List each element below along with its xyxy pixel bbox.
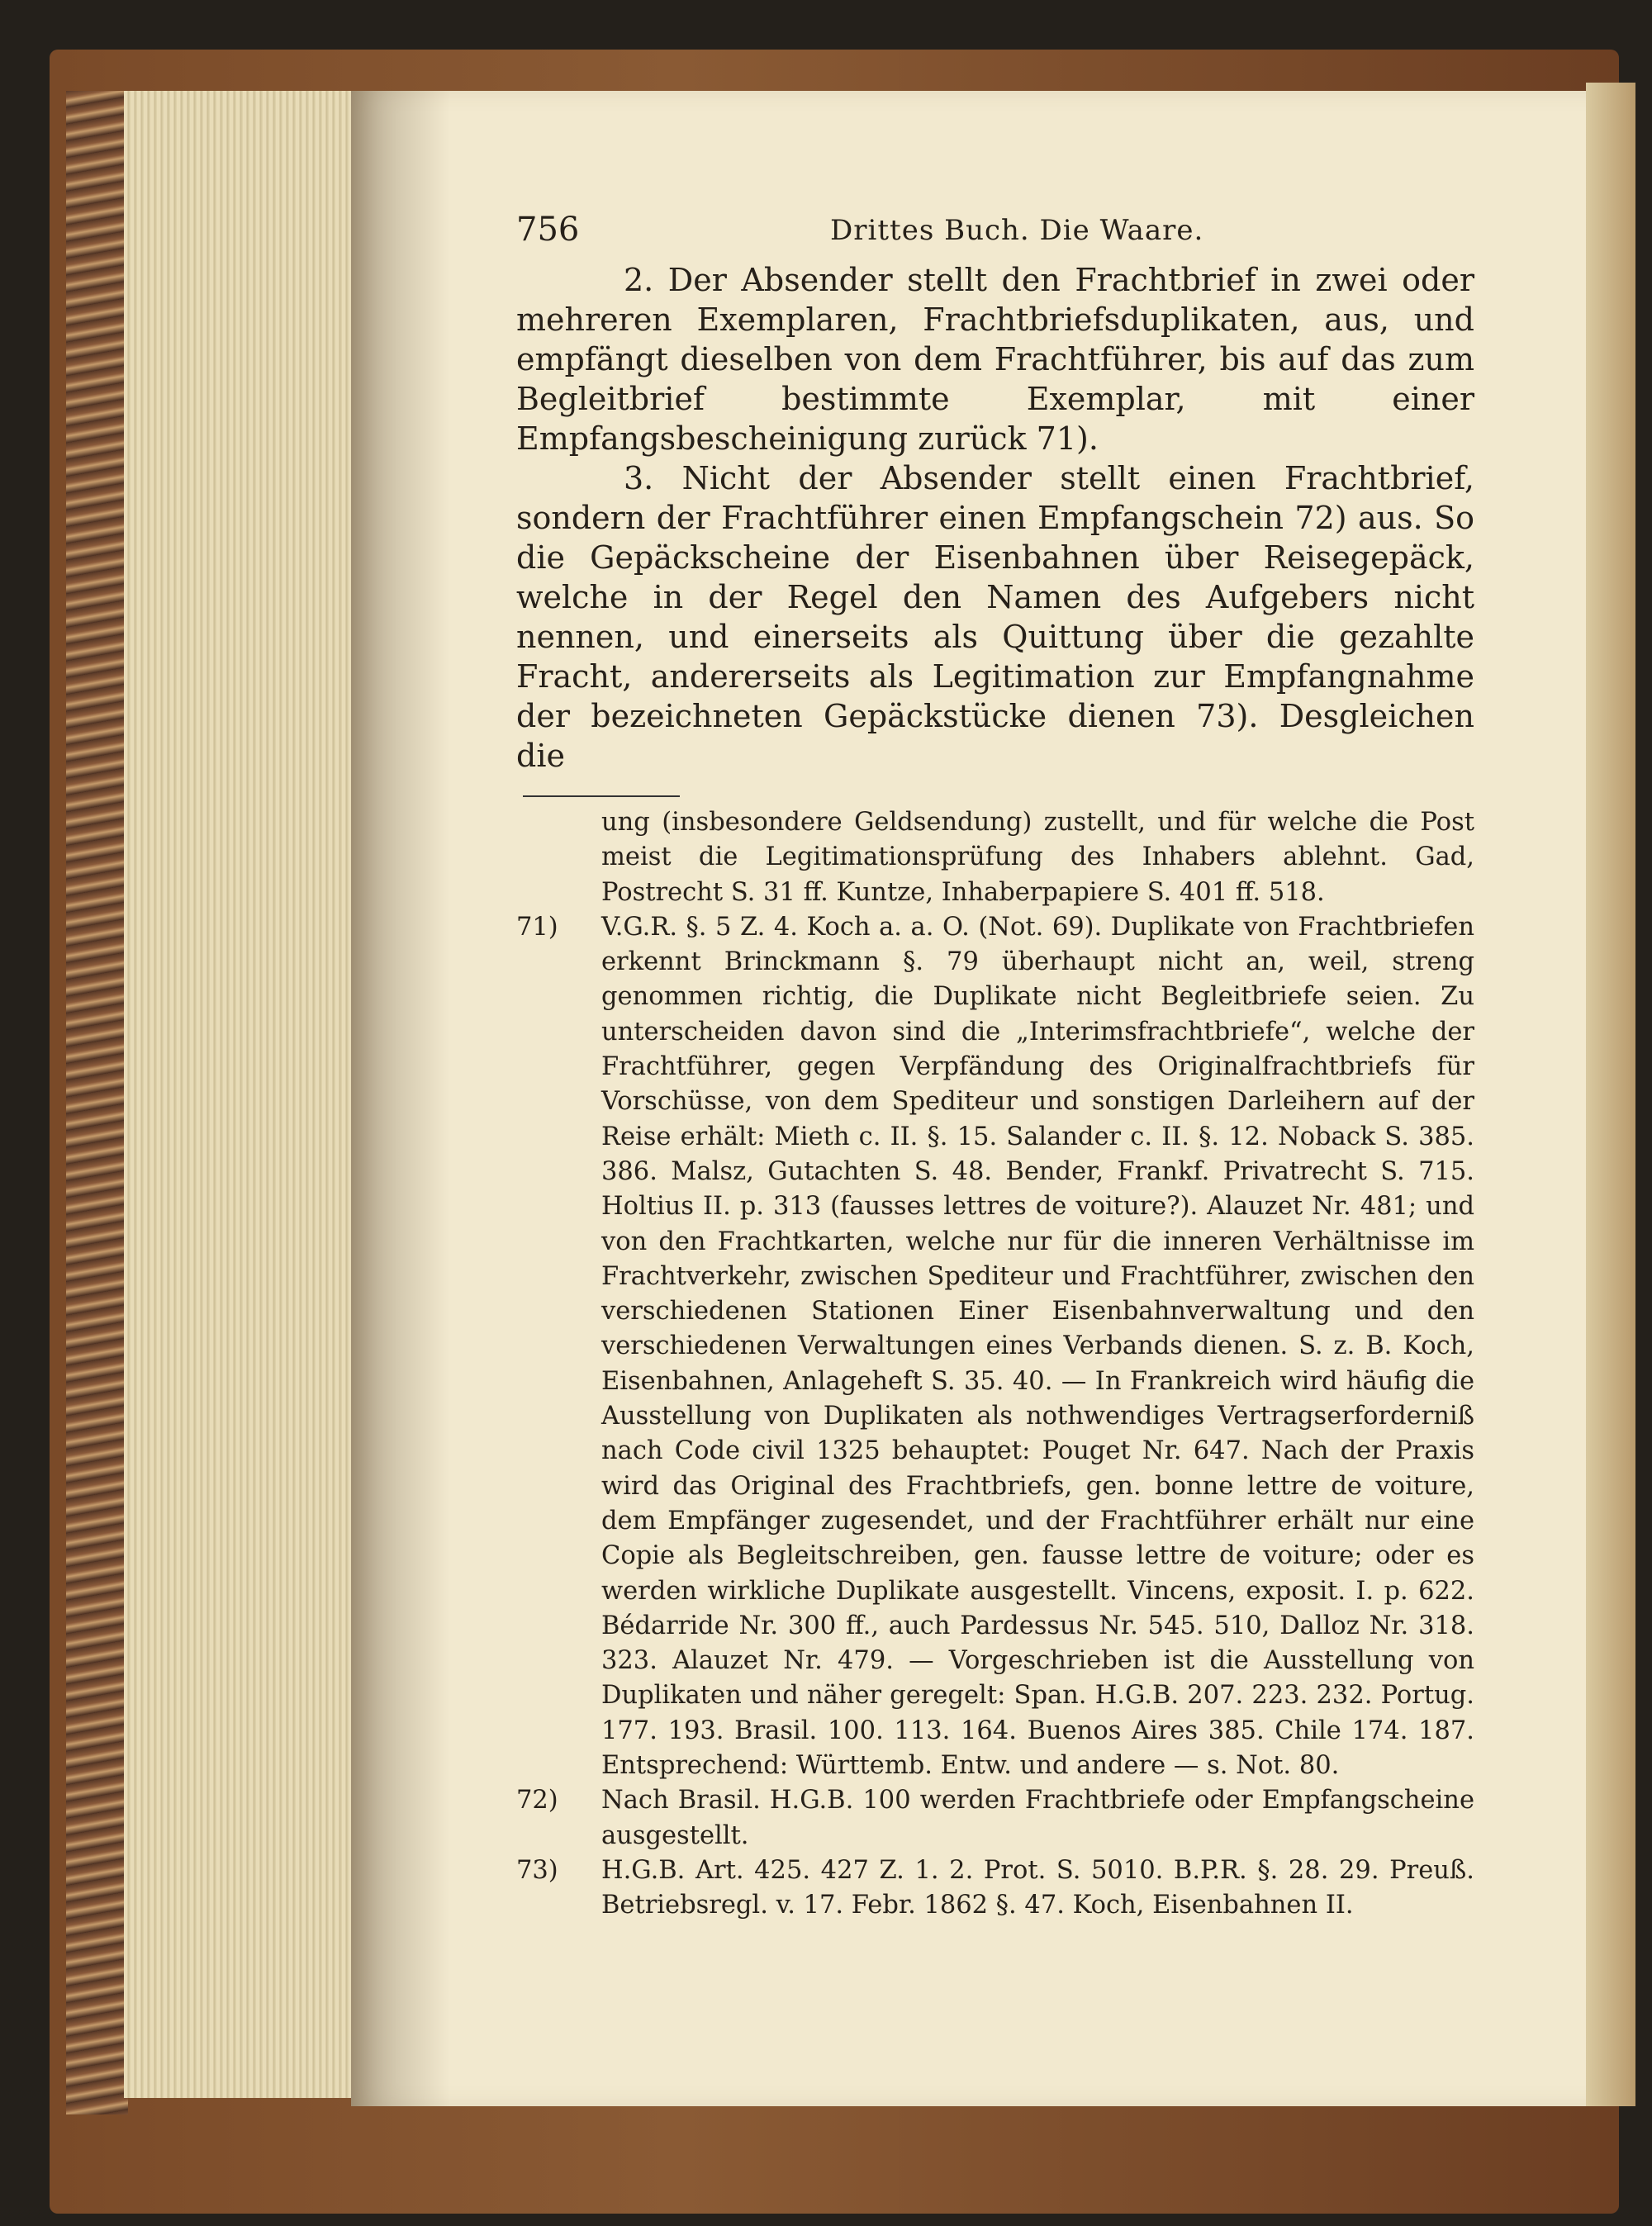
right-page-edge	[1586, 83, 1635, 2106]
marbled-edge	[66, 91, 128, 2114]
running-title: Drittes Buch. Die Waare.	[830, 214, 1204, 247]
footnote-continuation: ung (insbesondere Geldsendung) zustellt, und für welche die Post meist die Legitimationsprüfung des Inhabers ablehnt. Gad, Postrecht S. 31 ff. Kuntze, Inhaberpapiere S. 401 ff. 518.	[601, 808, 1474, 907]
footnote-number: 72)	[516, 1786, 558, 1815]
footnote-divider	[523, 795, 680, 797]
page-number: 756	[516, 211, 580, 249]
footnote-text: V.G.R. §. 5 Z. 4. Koch a. a. O. (Not. 69). Duplikate von Frachtbriefen erkennt Brinckmann §. 79 überhaupt nicht an, weil, streng genommen richtig, die Duplikate nicht Begleitbriefe seien. Zu unterscheiden davon sind die „Interimsfrachtbriefe“, welche der Frachtführer, gegen Verpfändung des Originalfrachtbriefs für Vorschüsse, von dem Spediteur und sonstigen Darleihern auf der Reise erhält: Mieth c. II. §. 15. Salander c. II. §. 12. Noback S. 385. 386. Malsz, Gutachten S. 48. Bender, Frankf. Privatrecht S. 715. Holtius II. p. 313 (fausses lettres de voiture?). Alauzet Nr. 481; und von den Frachtkarten, welche nur für die inneren Verhältnisse im Frachtverkehr, zwischen Spediteur und Frachtführer, zwischen den verschiedenen Stationen Einer Eisenbahnverwaltung und den verschiedenen Verwaltungen eines Verbands dienen. S. z. B. Koch, Eisenbahnen, Anlageheft S. 35. 40. — In Frankreich wird häufig die Ausstellung von Duplikaten als nothwendiges Vertragserforderniß nach Code civil 1325 behauptet: Pouget Nr. 647. Nach der Praxis wird das Original des Frachtbriefs, gen. bonne lettre de voiture, dem Empfänger zugesendet, und der Frachtführer erhält nur eine Copie als Begleitschreiben, gen. fausse lettre de voiture; oder es werden wirkliche Duplikate ausgestellt. Vincens, exposit. I. p. 622. Bédarride Nr. 300 ff., auch Pardessus Nr. 545. 510, Dalloz Nr. 318. 323. Alauzet Nr. 479. — Vorgeschrieben ist die Ausstellung von Duplikaten und näher geregelt: Span. H.G.B. 207. 223. 232. Portug. 177. 193. Brasil. 100. 113. 164. Buenos Aires 385. Chile 174. 187. Entsprechend: Württemb. Entw. und andere — s. Not. 80.	[601, 912, 1474, 1781]
footnote	[516, 910, 1474, 1783]
footnote-text: Nach Brasil. H.G.B. 100 werden Frachtbriefe oder Empfangscheine ausgestellt.	[601, 1786, 1474, 1850]
page-edges	[124, 91, 355, 2098]
body-paragraph: 3. Nicht der Absender stellt einen Frachtbrief, sondern der Frachtführer einen Empfangschein 72) aus. So die Gepäckscheine der Eisenbahnen über Reisegepäck, welche in der Regel den Namen des Aufgebers nicht nennen, und einerseits als Quittung über die gezahlte Fracht, andererseits als Legitimation zur Empfangnahme der bezeichneten Gepäckstücke dienen 73). Desgleichen die	[516, 460, 1474, 774]
body-paragraph: 2. Der Absender stellt den Frachtbrief in zwei oder mehreren Exemplaren, Frachtbriefsduplikaten, aus, und empfängt dieselben von dem Frachtführer, bis auf das zum Begleitbrief bestimmte Exemplar, mit einer Empfangsbescheinigung zurück 71).	[516, 262, 1474, 457]
footnote-number: 71)	[516, 912, 558, 942]
footnote	[516, 1783, 1474, 1853]
page-content	[516, 211, 1474, 1924]
footnote-text: H.G.B. Art. 425. 427 Z. 1. 2. Prot. S. 5010. B.P.R. §. 28. 29. Preuß. Betriebsregl. v. 17. Febr. 1862 §. 47. Koch, Eisenbahnen II.	[601, 1855, 1474, 1920]
footnote-number: 73)	[516, 1855, 558, 1885]
footnote	[516, 1853, 1474, 1924]
page-shadow	[351, 91, 450, 2106]
page-header	[516, 211, 1474, 260]
